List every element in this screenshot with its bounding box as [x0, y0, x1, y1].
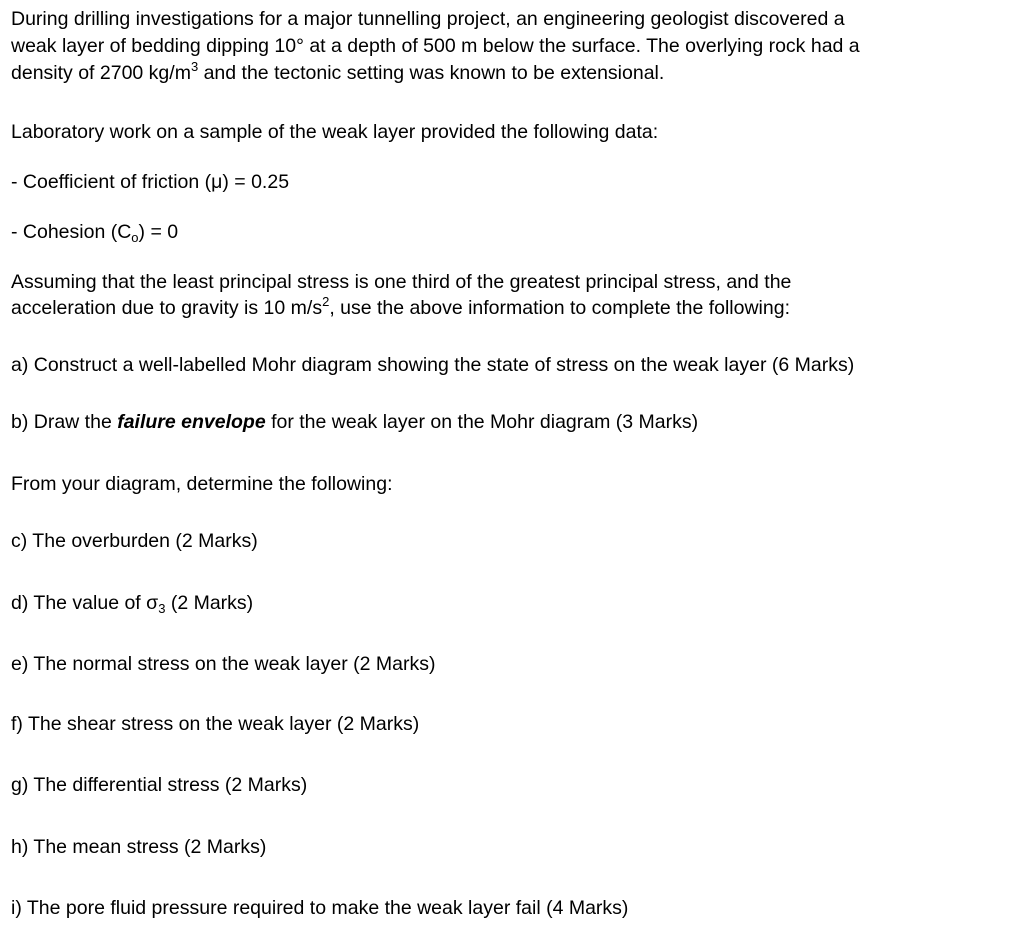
question-d-text: d) The value of σ — [11, 592, 159, 614]
question-b-rest: for the weak layer on the Mohr diagram (3 Marks) — [265, 411, 699, 433]
question-e: e) The normal stress on the weak layer (2 Marks) — [11, 653, 436, 675]
sigma-subscript: 3 — [158, 601, 166, 616]
question-b-text: b) Draw the — [11, 411, 118, 433]
cohesion-subscript: o — [131, 230, 139, 245]
assumption-line-1: Assuming that the least principal stress is one third of the greatest principal stress, and the — [11, 271, 792, 293]
question-d-rest: (2 Marks) — [165, 592, 254, 614]
intro-line-1: During drilling investigations for a major tunnelling project, an engineering geologist discovered a — [11, 8, 845, 30]
assumption-line-2-text: acceleration due to gravity is 10 m/s — [11, 297, 323, 319]
lab-heading: Laboratory work on a sample of the weak layer provided the following data: — [11, 121, 659, 143]
intro-line-2: weak layer of bedding dipping 10° at a depth of 500 m below the surface. The overlying rock had a — [11, 35, 860, 57]
question-i: i) The pore fluid pressure required to make the weak layer fail (4 Marks) — [11, 897, 629, 919]
lab-friction: - Coefficient of friction (μ) = 0.25 — [11, 171, 290, 193]
from-diagram-heading: From your diagram, determine the following: — [11, 473, 393, 495]
lab-cohesion-value: ) = 0 — [138, 221, 179, 243]
intro-line-3-text: density of 2700 kg/m — [11, 62, 191, 84]
question-c: c) The overburden (2 Marks) — [11, 530, 258, 552]
question-d — [11, 590, 253, 616]
squared-superscript: 2 — [322, 294, 330, 309]
question-g: g) The differential stress (2 Marks) — [11, 774, 308, 796]
intro-line-3 — [11, 60, 664, 86]
intro-line-3-rest: and the tectonic setting was known to be extensional. — [198, 62, 665, 84]
assumption-line-2-rest: , use the above information to complete the following: — [329, 297, 790, 319]
question-h: h) The mean stress (2 Marks) — [11, 836, 267, 858]
lab-cohesion — [11, 219, 178, 245]
question-a: a) Construct a well-labelled Mohr diagram showing the state of stress on the weak layer (6 Marks) — [11, 354, 855, 376]
question-b — [11, 409, 698, 435]
question-f: f) The shear stress on the weak layer (2 Marks) — [11, 713, 420, 735]
assumption-line-2 — [11, 295, 790, 321]
cubed-superscript: 3 — [190, 59, 199, 74]
lab-cohesion-text: - Cohesion (C — [11, 221, 132, 243]
failure-envelope-emphasis: failure envelope — [117, 411, 266, 433]
